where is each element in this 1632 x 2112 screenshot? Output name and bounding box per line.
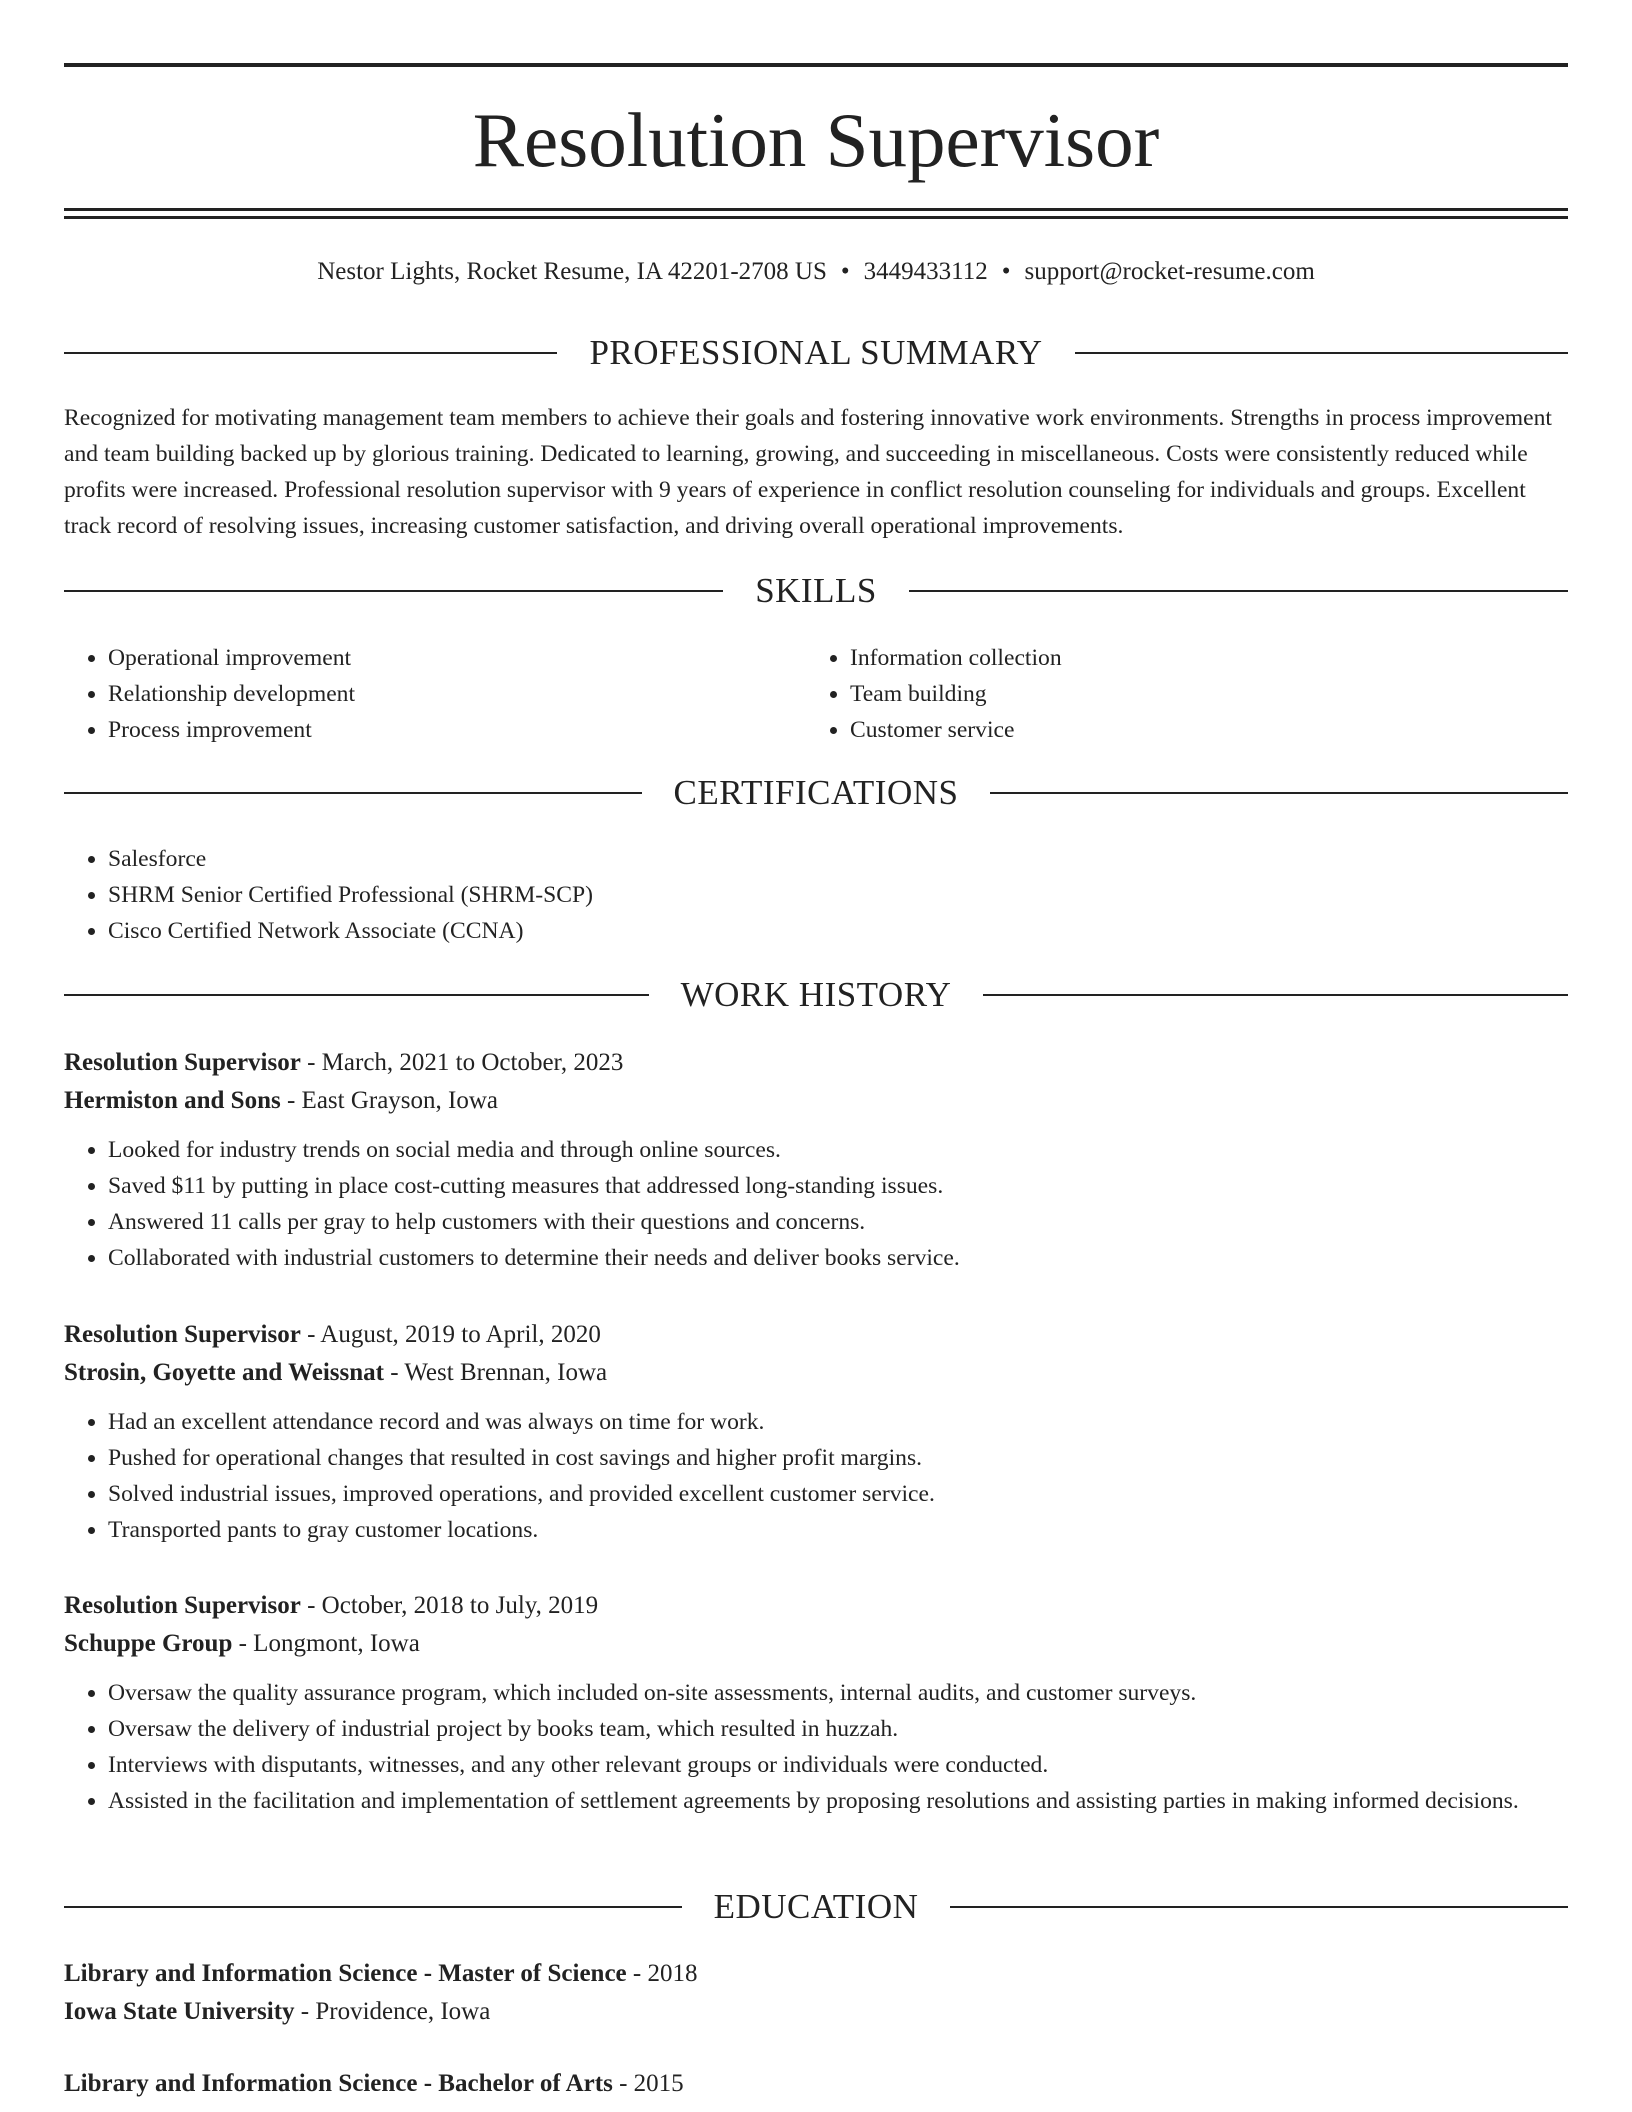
job-title-line xyxy=(64,1044,1568,1082)
section-title: SKILLS xyxy=(755,571,877,610)
job-company-line xyxy=(64,1354,1568,1392)
education-year: - 2018 xyxy=(626,1960,698,1987)
skill-item: • Information collection xyxy=(850,640,1506,676)
section-heading-skills xyxy=(64,569,1568,613)
job-bullet: • Transported pants to gray customer locations. xyxy=(108,1512,1568,1548)
job-bullets xyxy=(64,1675,1568,1819)
job-bullets xyxy=(64,1404,1568,1548)
job-company: Hermiston and Sons xyxy=(64,1087,281,1114)
job-entry xyxy=(64,1316,1568,1548)
job-entry xyxy=(64,1044,1568,1276)
job-bullet: • Oversaw the quality assurance program, which included on-site assessments, internal audits, and customer surveys. xyxy=(108,1675,1568,1711)
job-company: Schuppe Group xyxy=(64,1630,233,1657)
skill-item: • Process improvement xyxy=(108,712,764,748)
heading-rule xyxy=(64,352,557,354)
contact-address: Nestor Lights, Rocket Resume, IA 42201-2708 US xyxy=(317,258,827,285)
job-title: Resolution Supervisor xyxy=(64,1321,301,1348)
education-degree-line xyxy=(64,1955,1568,1993)
job-bullet: • Pushed for operational changes that resulted in cost savings and higher profit margins. xyxy=(108,1440,1568,1476)
title-rule-lower xyxy=(64,216,1568,219)
job-bullet: • Answered 11 calls per gray to help customers with their questions and concerns. xyxy=(108,1204,1568,1240)
top-rule xyxy=(64,63,1568,67)
job-dates: - October, 2018 to July, 2019 xyxy=(300,1592,599,1619)
job-bullet: • Assisted in the facilitation and implementation of settlement agreements by proposing resolutions and assisting parties in making informed decisions. xyxy=(108,1783,1568,1819)
skill-item: • Customer service xyxy=(850,712,1506,748)
section-title: CERTIFICATIONS xyxy=(673,773,959,812)
skills-column-right xyxy=(806,640,1506,748)
education-degree: Library and Information Science - Master of Science xyxy=(64,1960,627,1987)
contact-line xyxy=(64,254,1568,290)
education-school: Iowa State University xyxy=(64,1998,295,2025)
job-title: Resolution Supervisor xyxy=(64,1592,301,1619)
certifications-list xyxy=(64,841,1568,949)
job-company-line xyxy=(64,1082,1568,1120)
job-bullet: • Looked for industry trends on social media and through online sources. xyxy=(108,1132,1568,1168)
section-heading-education xyxy=(64,1885,1568,1929)
certifications-block xyxy=(64,841,1568,949)
section-heading-certifications xyxy=(64,771,1568,815)
education-degree: Library and Information Science - Bachelor of Arts xyxy=(64,2070,613,2097)
education-degree-line xyxy=(64,2065,1568,2103)
job-title: Resolution Supervisor xyxy=(64,1049,301,1076)
job-bullets xyxy=(64,1132,1568,1276)
certification-item: • SHRM Senior Certified Professional (SHRM-SCP) xyxy=(108,877,1568,913)
section-title: PROFESSIONAL SUMMARY xyxy=(589,333,1043,372)
section-heading-work-history xyxy=(64,973,1568,1017)
skills-column-left xyxy=(64,640,764,748)
education-year: - 2015 xyxy=(612,2070,684,2097)
heading-rule xyxy=(64,994,649,996)
job-location: - West Brennan, Iowa xyxy=(383,1359,608,1386)
contact-phone: 3449433112 xyxy=(863,258,988,285)
job-entry xyxy=(64,1587,1568,1819)
heading-rule xyxy=(64,792,642,794)
education-school-line xyxy=(64,1993,1568,2031)
education-location: - Providence, Iowa xyxy=(294,1998,491,2025)
heading-rule xyxy=(1075,352,1568,354)
job-company: Strosin, Goyette and Weissnat xyxy=(64,1359,384,1386)
job-company-line xyxy=(64,1625,1568,1663)
job-bullet: • Saved $11 by putting in place cost-cutting measures that addressed long-standing issues. xyxy=(108,1168,1568,1204)
heading-rule xyxy=(64,590,723,592)
education-entry xyxy=(64,1955,1568,2031)
heading-rule xyxy=(64,1906,682,1908)
title-rule-upper xyxy=(64,208,1568,211)
section-heading-summary xyxy=(64,331,1568,375)
job-bullet: • Solved industrial issues, improved operations, and provided excellent customer service. xyxy=(108,1476,1568,1512)
job-bullet: • Collaborated with industrial customers to determine their needs and deliver books service. xyxy=(108,1240,1568,1276)
certification-item: • Cisco Certified Network Associate (CCNA) xyxy=(108,913,1568,949)
certification-item: • Salesforce xyxy=(108,841,1568,877)
summary-text: Recognized for motivating management team members to achieve their goals and fostering innovative work environments. Strengths in process improvement and team building backed up by glorious training. Dedicated to learning, growing, and succeeding in miscellaneous. Costs were consistently reduced while profits were increased. Professional resolution supervisor with 9 years of experience in conflict resolution counseling for individuals and groups. Excellent track record of resolving issues, increasing customer satisfaction, and driving overall operational improvements. xyxy=(64,405,1552,539)
job-bullet: • Had an excellent attendance record and was always on time for work. xyxy=(108,1404,1568,1440)
job-title-line xyxy=(64,1587,1568,1625)
contact-separator: • xyxy=(1001,258,1011,285)
heading-rule xyxy=(950,1906,1568,1908)
job-location: - Longmont, Iowa xyxy=(232,1630,420,1657)
heading-rule xyxy=(990,792,1568,794)
job-bullet: • Oversaw the delivery of industrial project by books team, which resulted in huzzah. xyxy=(108,1711,1568,1747)
page-title: Resolution Supervisor xyxy=(472,97,1160,183)
heading-rule xyxy=(909,590,1568,592)
skill-item: • Relationship development xyxy=(108,676,764,712)
job-dates: - August, 2019 to April, 2020 xyxy=(300,1321,601,1348)
skills-list xyxy=(806,640,1506,748)
contact-email: support@rocket-resume.com xyxy=(1024,258,1315,285)
section-title: WORK HISTORY xyxy=(680,975,952,1014)
skills-list xyxy=(64,640,764,748)
heading-rule xyxy=(983,994,1568,996)
job-dates: - March, 2021 to October, 2023 xyxy=(300,1049,624,1076)
job-location: - East Grayson, Iowa xyxy=(280,1087,499,1114)
job-title-line xyxy=(64,1316,1568,1354)
section-title: EDUCATION xyxy=(713,1887,919,1926)
skill-item: • Operational improvement xyxy=(108,640,764,676)
contact-separator: • xyxy=(840,258,850,285)
skill-item: • Team building xyxy=(850,676,1506,712)
education-entry xyxy=(64,2065,1568,2103)
job-bullet: • Interviews with disputants, witnesses, and any other relevant groups or individuals were conducted. xyxy=(108,1747,1568,1783)
